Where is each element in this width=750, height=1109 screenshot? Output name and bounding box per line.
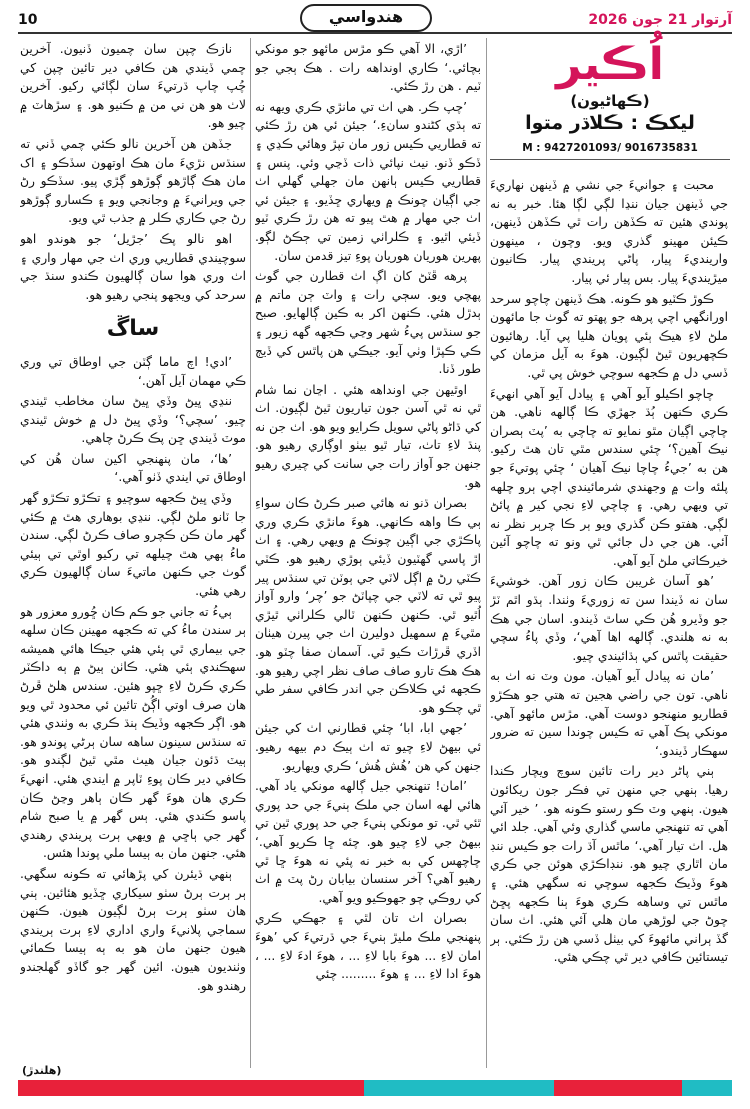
footer-bar-red: [554, 1080, 682, 1096]
paragraph: ’امان! تنهنجي جيل ڳالهه مونکي ياد آهي. هائي لهه اسان جي ملڪ ٻنيءَ جي حد پوري ٿئي ٿي. تو مونکي ٻنيءَ جي حد پوري ٿين تي بيهڻ جي لاءِ چيو هو. چئه ڇا ڪريو آهي.‘ چاچهس کي به خبر نه پئي نه هوءَ ڇا ٿي رهيو آهي؟ آخر سنسان بيابان رڻ پٽ ۾ اٺ کي روڪي چو جهوڪيو ويو آهي.: [255, 779, 481, 905]
paragraph: ’جهي ابا، ابا‘ چئي قطارني اٺ کي جيئن ئي بيهڻ لاءِ چيو ته اٺ ٻيڪ دم بيهه رهيو. جنهن کي هن ’هُش هُش‘ ڪري ويهاريو.: [255, 721, 481, 773]
footer-bar-red: [18, 1080, 364, 1096]
story-genre: (ڪهاڻيون): [570, 92, 650, 110]
date-line: آرتوار 21 جون 2026: [588, 12, 732, 28]
paragraph: بصران اٺ تان لٿي ۽ جهڪي ڪري پنهنجي ملڪ مليڙ ٻنيءَ جي ڌرتيءَ کي ’هوءَ امان لاءِ ... هوءَ بابا لاءِ ... ، هوءَ ادءَ لاءِ ... ، هوءَ ادا لاءِ ... ۽ هوءَ ......... چئي: [255, 911, 481, 982]
paragraph: ’ادي! اچ ماما ڳٽن جي اوطاق تي وري ڪي مهمان آيل آهن.‘: [20, 354, 246, 388]
paragraph: ڪوڙ ڪٽيو هو ڪونه. هڪ ڏينهن چاچو سرحد اورانگهي اچي پرهه جو پهتو ته گوٺ جا مائهون ملڻ لاءِ هيڪ ٻئي پويان هليا پي آيا. رهائيون ڪچهريون ٿيڻ لڳيون. هوءَ به آيل مزمان کي ڏسي دل ۾ ڪجهه سوچي خوش پي ٿي.: [490, 291, 728, 380]
paragraph: جڏهن هن آخرين نالو ڪئي چمي ڏني ته سنڌس نڙيءَ مان هڪ اوتهون سڏڪو ۽ اک مان هڪ ڳاڙهو ڳوڙهو ڳڙي پيو. سڏڪو رڻ جي ويرانيءَ ۾ وجانجي ويو ۽ ڪسارو ڳوڙهو رڻ جي ڪاري ڪلر ۾ جذب ٿي ويو.: [20, 136, 246, 226]
paragraph: اهو نالو پڪ ’جڙيل‘ جو هوندو اهو سوچيندي قطاريي وري اٺ جي مهار واري ۽ اٺ وري هوا سان ڳالهيون ڪندو سنڌ جي سرحد کي ويجهو پنجي رهيو هو.: [20, 231, 246, 302]
paragraph: ٻني پاڻر دير رات تائين سوچ ويچار ڪندا رهيا. ٻنهي جي منهن تي فڪر جون ريکائون هيون. ٻنهي وٽ ڪو رستو ڪونه هو. ’ خير آئي آهي ته تنهنجي ماسي گذاري وئي آهي. جلد ائي هل. اٺ تيار آهي.‘ ماٿس آڌ رات جو ڪيس ننڊ مان اٿاري چيو هو. ننڊاڪڙي هوئن جي ڪري هوءَ وڏيڪ ڪجهه سوچي نه سگهي هئي. ۽ ماٿس تي وساهه ڪري هوءَ ٻنا ڪجهه پڇڻ چوڻ جي لوڙهي مان هلي آئي هئي. اٺ سان گڏ ٻراني مائهوءَ کي بيٺل ڏسي هن رڙ ڪئي. ٻر تيستائين ڪافي دير ٿي چڪي هئي.: [490, 764, 728, 965]
paragraph: ’ها‘، مان پنهنجي اکين سان هُن کي اوطاق تي ايندي ڏٺو آهي.‘: [20, 451, 246, 485]
footer-bar-cyan: [682, 1080, 732, 1096]
article-column-1: [490, 176, 728, 1056]
article-column-3: [20, 40, 246, 1060]
second-story-title: ساڱ: [106, 316, 160, 342]
footer-bar-cyan: [364, 1080, 554, 1096]
paragraph: ننڍي ڀيڻ وڏي ڀيڻ سان مخاطب ٿيندي چيو. ’سچي؟‘ وڏي ڀيڻ دل ۾ خوش ٿيندي موٽ ڏيندي ڇن پڪ ڪرڻ چاهي.: [20, 394, 246, 446]
paragraph: وڏي ڀيڻ ڪجهه سوچيو ۽ تڪڙو تڪڙو گهر جا ٽانو ملڻ لڳي. ننڍي بوهاري هٿ ۾ ڪئي گهر مان ڪن ڪچرو صاف ڪرڻ لڳي. سندن ماءُ ٻهي هٿ چيلهه تي رکيو اوٿي تي ٻيئي گوٺ جي ڪنهن ماتيءَ سان ڳالهيون ڪري رهي هئي.: [20, 491, 246, 599]
paragraph: ’چپ ڪر. هي اٺ تي مانڙي ڪري ويهه نه ته ٻڌي کڻندو سانءِ.‘ جيئن ئي هن رڙ ڪئي ته قطاريي ڪيس زور مان تپڙ وهائي ڪڍي ۽ ڏڪو ڏنو. نيٺ نپائي ذات ڏڃي وئي. پنس ۽ قطاريي ڪيس ٻانهن مان جهلي گهلي اٺ جي اڳيان چونڪ ۾ ويهاري ڇڏيو. ۽ جيئن ئي اٺ جي مهار ۾ هٿ پيو ته هن رڙ ڪري ٽيو ڏيئي اٿيو. ۽ ڪلراٺي زمين تي ڄڪڻ لڳو. پهرين هوريان هوريان پوءِ تيز قدمن سان.: [255, 99, 481, 263]
column-divider: [250, 38, 251, 1068]
header-rule: [18, 32, 732, 34]
author-phone: M : 9427201093/ 9016735831: [522, 142, 698, 154]
masthead-logo: هندواسي: [300, 4, 432, 32]
paragraph: ’مان نه پيادل آيو آهيان. مون وٽ نه اٺ به ناهي. تون جي راضي هجين ته هتي جو هڪڙو قطاريو منهنجو دوست آهي. مڙس مائهو آهي. مونکي پڪ آهي ته ڪيس چوندا سين ته ضرور سهڪار ڏيندو.‘: [490, 669, 728, 758]
paragraph: نازڪ چپن سان چميون ڏنيون. آخرين چمي ڏيندي هن ڪافي دير تائين چپن کي چُپ چاپ ڌرتيءَ سان لڳائي رکيو. آخرين لاٺ هو هن ني من ۾ ڪنيو هو. ۽ سڙهاٽ ۾ چيو هو.: [20, 42, 246, 131]
paragraph: ٻيءُ ته جاني جو ڪم ڪان ڇُورو معزور هو ٻر سندن ماءُ کي ته ڪجهه مهينن ڪان سلهه جي بيماري ٿي ٻئي هئي جيڪا هائي هميشه سهڪندي ٻئي هئي. ڪاٺن ٻيڻ ۾ ٻه داڪٽر ڪري ڪرڻ لاءِ ڇپو هئين. سندس هلڻ ڦرڻ هان صرف اوتي اڳُڻ تائين ئي محدود ٿي ويو هو. اڳر ڪجهه وڏيڪ ٻنڌ ڪري به وٺندي هئي ته سنڌس سينون ساهه سان ٻرڻي پوندو هو. ٻيٽ ڌئون جيان هيٺ مٿي ٿيڻ لڳندو هو. ڪافي دير ڪان پوءِ ٽاپر ۾ ايندي هئي. انهيءَ ڪري هان هوءَ گهر ڪان ٻاهر وڃڻ ڪان پاسو ڪندي هئي. ٻس گهر ۾ يا صبح شام گهر جي ٻاڇي ۾ ويهي ٻرت پريندي رهندي هئي. جنهن مان به ٻيسا ملي پوندا هئس.: [20, 604, 246, 861]
continued-marker: (هلندڙ): [22, 1064, 62, 1077]
page-header: [0, 0, 750, 34]
paragraph: بصران ڌنو نه هائي صبر ڪرڻ ڪان سواءِ ٻي ڪا واهه ڪانهي. هوءَ مانڙي ڪري وري پاڪڙي جي اڳين چونڪ ۾ ويهي رهي. ۽ اٺ اڙ پاسي گهٽيون ڏيئي ٻوڙي رهيو هو. ڪٽي ڪٽي رڻ ۾ اڳل لاٽي جي ٻوٽن تي سنڌس پير پيو ٿي ته لاٽي جي چپاٽڻ جو ’چر‘ وارو آواز اُٿيو ٿي. ڪنهن ڪنهن ٽالي ڪلراٺي ٿيڙي مٿيءَ ۾ سمهيل دوليرن اٺ جي پيرن هيٺان اڏري ڦرڙاٽ ڪيو ٿي. آسمان صفا چٽو هو. هڪ هڪ تارو صاف صاف نظر اچي رهيو هو. ڪجهه ئي ڪلاڪن جي اندر ڪافي سفر طي ٿي چڪو هو.: [255, 496, 481, 715]
paragraph: محبت ۽ جوانيءَ جي نشي ۾ ڏينهن نهاريءَ جي ڏينهن جيان ننڍا لڳي لڳا هئا. خبر به نه پوندي هئين ته ڪڏهن رات ٿي ڪڏهن ڏينهن، ڪيئن مهينو گذري ويو. وچون ، مينهون وارينديءَ پيار، پاڻي پريندي پيار. ڪانيون ميڙينديءَ پيار. بس پيار ئي پيار.: [490, 178, 728, 285]
paragraph: چاچو اڪيلو آيو آهي ۽ پيادل آيو آهي انهيءَ ڪري ڪنهن ٻُڌ جهڙي ڪا ڳالهه ناهي. هن چاچي اڳيان مٿو نمايو ته چاچي به ’پٽ ٻصران نيڪ آهين؟‘ چئي سندس مٿي تان هٿ رکيو. هن به ’جيءُ چاچا نيڪ آهيان ‘ چئي پوتيءَ جو پلئه وات ۾ وجهندي شرمائيندي اچي ٻرو چلهه تي ويهي رهي. ۽ چاچي لاءِ نجي کير ۾ پائڻ لڳي. هفتو ڪن گذري ويو ٻر ڪا چرٻر نظر نه آئي. هن جي دل جائي ٿي ونو ته چاچو آئين خيرڪاتي ملڻ آيو آهي.: [490, 386, 728, 568]
paragraph: ’اڙي، الا آهي ڪو مڙس مائهو جو مونکي بچائي.‘ ڪاري اونداهه رات . هڪ ٻجي جو ٽيم . هن رڙ ڪئي.: [255, 42, 481, 94]
paragraph: ’هو آسان غريبن ڪان زور آهن. خوشيءَ سان نه ڏيندا سن ته زوريءَ وٺندا. ٻڌو اٿم ٽڙ جو وڏيرو هُن ڪي ساٿ ڏيندو. اسان جي هڪ به نه هلندي. ڳالهه اها آهي‘، وڏي پاءُ سچي حقيقت پاٿس کي ٻڌائيندي چيو.: [490, 574, 728, 663]
paragraph: پرهه ڦٽڻ کان اڳ اٺ قطارن جي گوٺ پهچي ويو. سڄي رات ۽ واٽ ڄن ماتم ۾ ٻدڙل هئي. ڪنهن اکر به ڪين ڳالهايو. صبح جو سنڌس پيءُ شهر وڃي ڪجهه گهه زيور ۽ ڪي ڪپڙا وٺي آيو. جيڪي هن پاٿس کي ڏيڄ طور ڏنا.: [255, 269, 481, 377]
paragraph: ٻنهي ڌيئرن کي پڙهائي ته ڪونه سگهي. ٻر ٻرت ٻرڻ سٺو سيکاري ڇڏيو هئائين. ٻني هان سٺو ٻرت ٻرڻ لڳيون هيون. ڪنهن سماجي پلانيءَ واري اداري لاءِ ٻرت ٻريندي هيون جنهن مان هو به ٻه ٻيسا ڪمائي وٺنديون هيون. ائين گهر جو گاڏو گهلجندو رهندو هو.: [20, 866, 246, 993]
story-title: اُڪير: [556, 39, 664, 90]
byline-rule: [490, 159, 730, 160]
paragraph: اوٿيهن جي اونداهه هئي . اڃان نما شام ٿي نه ٿي آسن جون تياريون ٿيڻ لڳيون. اٺ کي ڌاڻو پاڻي سويل ڪرايو ويو هو. اٺ جن نه پنڌ لاءِ تاٺ، تيار ٿيو بيٺو اوڳاري رهيو هو. جنهن جو آواز رات جي سانت کي چيري رهيو هو.: [255, 382, 481, 490]
article-column-2: [255, 40, 481, 1060]
story-byline: ليکڪ : ڪلاڌر متوا: [525, 112, 695, 134]
column-divider: [486, 38, 487, 1068]
page-number: 10: [18, 12, 38, 28]
